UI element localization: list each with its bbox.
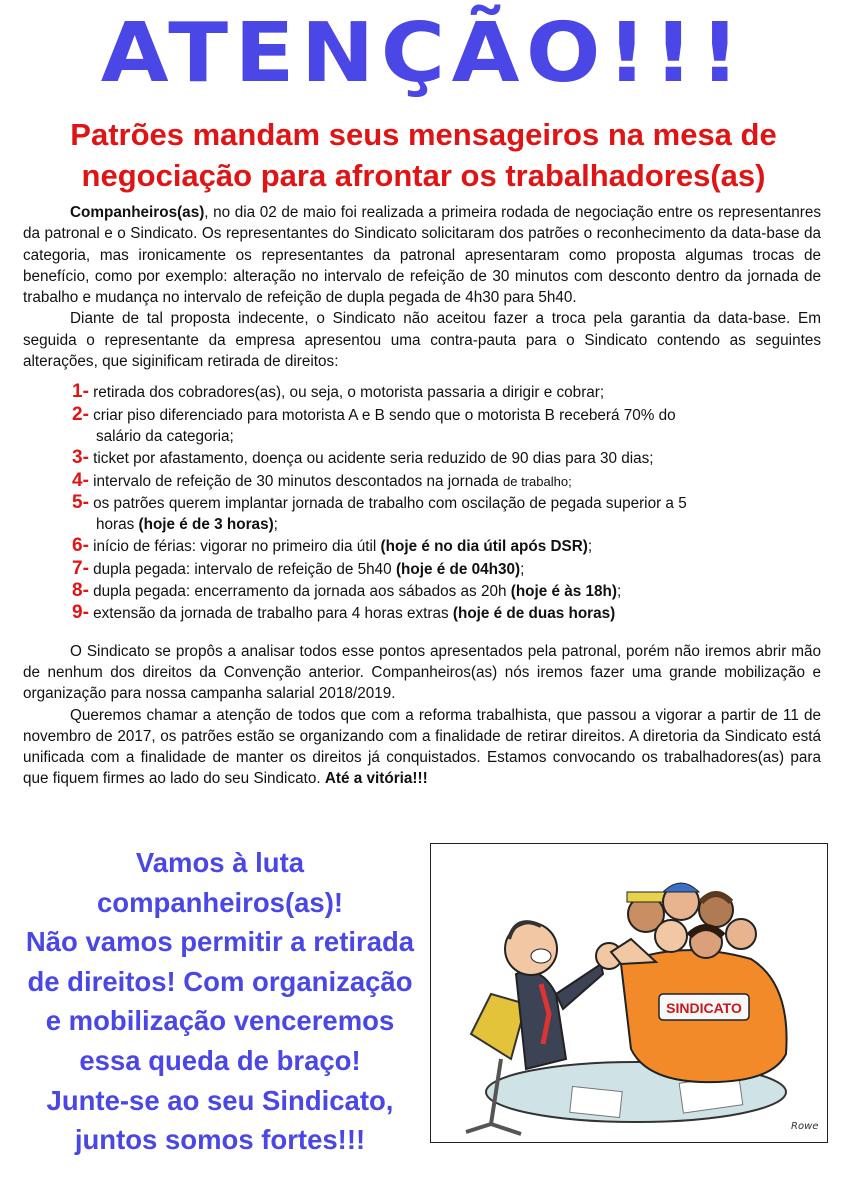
list-item xyxy=(23,558,821,580)
item-suffix: ; xyxy=(617,583,622,601)
list-item xyxy=(23,535,821,557)
call-line: essa queda de braço! xyxy=(79,1044,361,1076)
worker-head xyxy=(726,919,756,949)
item-continuation xyxy=(72,514,821,535)
item-suffix: ; xyxy=(520,560,525,578)
paragraph-3: O Sindicato se propôs a analisar todos esse pontos apresentados pela patronal, porém não iremos abrir mão de nenhum dos direitos da Convenção anterior. Companheiros(as) nós iremos fazer uma grande mobilização e organização para nossa campanha salarial 2018/2019. xyxy=(23,642,821,703)
item-suffix: ; xyxy=(273,516,278,534)
list-item xyxy=(23,447,821,469)
list-item xyxy=(23,470,821,492)
paragraph-1-text: , no dia 02 de maio foi realizada a primeira rodada de negociação entre os representanres da patronal e o Sindicato. Os representantes do Sindicato solicitaram dos patrões o reconhecimento da data-base da categoria, mas ironicamente os representantes da patronal apresentaram como proposta algumas trocas de benefício, como por exemplo: alteração no intervalo de refeição de 30 minutos com desconto dentro da jornada de trabalho e mudança no intervalo de refeição de dupla pegada de 4h30 para 5h40. xyxy=(23,204,821,307)
item-text: extensão da jornada de trabalho para 4 horas extras xyxy=(93,605,453,623)
paragraph-4 xyxy=(23,705,821,790)
item-text: início de férias: vigorar no primeiro dia útil xyxy=(93,538,381,556)
item-bold-note: (hoje é de 04h30) xyxy=(395,560,521,578)
call-line: Não vamos permitir a retirada xyxy=(25,926,415,958)
item-number: 5- xyxy=(72,491,89,513)
call-line: juntos somos fortes!!! xyxy=(74,1124,366,1156)
item-bold-note: (hoje é de 3 horas) xyxy=(138,516,274,534)
item-text: intervalo de refeição de 30 minutos descontados na jornada xyxy=(93,472,504,490)
cartoon-drawing xyxy=(431,844,827,1142)
call-to-action xyxy=(10,843,430,1160)
item-text: ticket por afastamento, doença ou acidente seria reduzido de 90 dias para 30 dias; xyxy=(93,450,654,468)
call-line: Junte-se ao seu Sindicato, xyxy=(46,1084,394,1116)
item-continuation: salário da categoria; xyxy=(96,427,234,445)
body-text xyxy=(23,202,821,790)
arm-wrestling-cartoon xyxy=(430,843,828,1143)
item-number: 3- xyxy=(72,447,89,469)
call-line: companheiros(as)! xyxy=(96,886,344,918)
paragraph-1 xyxy=(23,202,821,308)
call-line: e mobilização venceremos xyxy=(45,1005,395,1037)
chair-shape xyxy=(471,994,526,1059)
item-bold-note: (hoje é no dia útil após DSR) xyxy=(380,538,588,556)
item-number: 7- xyxy=(72,557,89,579)
item-text: os patrões querem implantar jornada de trabalho com oscilação de pegada superior a 5 xyxy=(93,494,687,512)
boss-teeth xyxy=(531,949,551,963)
boss-arm xyxy=(556,964,603,1009)
item-text: dupla pegada: encerramento da jornada aos sábados as 20h xyxy=(93,583,511,601)
headline: ATENÇÃO!!! xyxy=(100,6,747,101)
item-number: 2- xyxy=(72,403,89,425)
item-small-text: de trabalho; xyxy=(503,473,572,489)
subtitle: Patrões mandam seus mensageiros na mesa de negociação para afrontar os trabalhadores(as) xyxy=(70,117,777,193)
list-item xyxy=(23,580,821,602)
call-line: Vamos à luta xyxy=(135,847,305,878)
item-text: dupla pegada: intervalo de refeição de 5h40 xyxy=(93,560,396,578)
call-line: de direitos! Com organização xyxy=(27,965,413,997)
item-number: 9- xyxy=(72,602,89,624)
hard-hat-icon xyxy=(627,892,665,902)
demands-list xyxy=(23,381,821,624)
item-bold-note: (hoje é às 18h) xyxy=(510,583,617,601)
list-item xyxy=(23,404,821,448)
item-number: 4- xyxy=(72,469,89,491)
closing-slogan: Até a vitória!!! xyxy=(324,770,428,788)
item-text: retirada dos cobradores(as), ou seja, o motorista passaria a dirigir e cobrar; xyxy=(93,384,605,402)
list-item xyxy=(23,602,821,624)
item-bold-note: (hoje é de duas horas) xyxy=(452,605,616,623)
paragraph-4-text: Queremos chamar a atenção de todos que com a reforma trabalhista, que passou a vigorar a partir de 11 de novembro de 2017, os patrões estão se organizando com a finalidade de retirar direitos. A diretoria da Sindicato está unificada com a finalidade de manter os direitos já conquistados. Estamos convocando os trabalhadores(as) para que fiquem firmes ao lado do seu Sindicato. xyxy=(23,706,821,788)
paragraph-1-lead: Companheiros(as) xyxy=(70,204,205,221)
item-suffix: ; xyxy=(587,538,593,556)
item-text: criar piso diferenciado para motorista A e B sendo que o motorista B receberá 70% do xyxy=(93,406,676,424)
artist-signature: Rowe xyxy=(791,1121,819,1132)
cap-icon xyxy=(663,883,699,892)
list-item xyxy=(23,492,821,536)
item-number: 6- xyxy=(72,535,89,557)
chair-leg xyxy=(491,1124,521,1134)
item-number: 1- xyxy=(72,381,89,403)
list-item xyxy=(23,381,821,403)
chair-leg xyxy=(466,1124,491,1132)
shirt-label: SINDICATO xyxy=(666,1000,742,1016)
item-continuation-text: horas xyxy=(96,516,139,534)
item-number: 8- xyxy=(72,580,89,602)
paragraph-2: Diante de tal proposta indecente, o Sindicato não aceitou fazer a troca pela garantia da data-base. Em seguida o representante da empresa apresentou uma contra-pauta para o Sindicato contendo as seguintes alterações, que siginificam retirada de direitos: xyxy=(23,310,821,371)
worker-head xyxy=(655,920,687,952)
paper-sheet xyxy=(570,1086,622,1117)
union-arm xyxy=(611,939,656,964)
